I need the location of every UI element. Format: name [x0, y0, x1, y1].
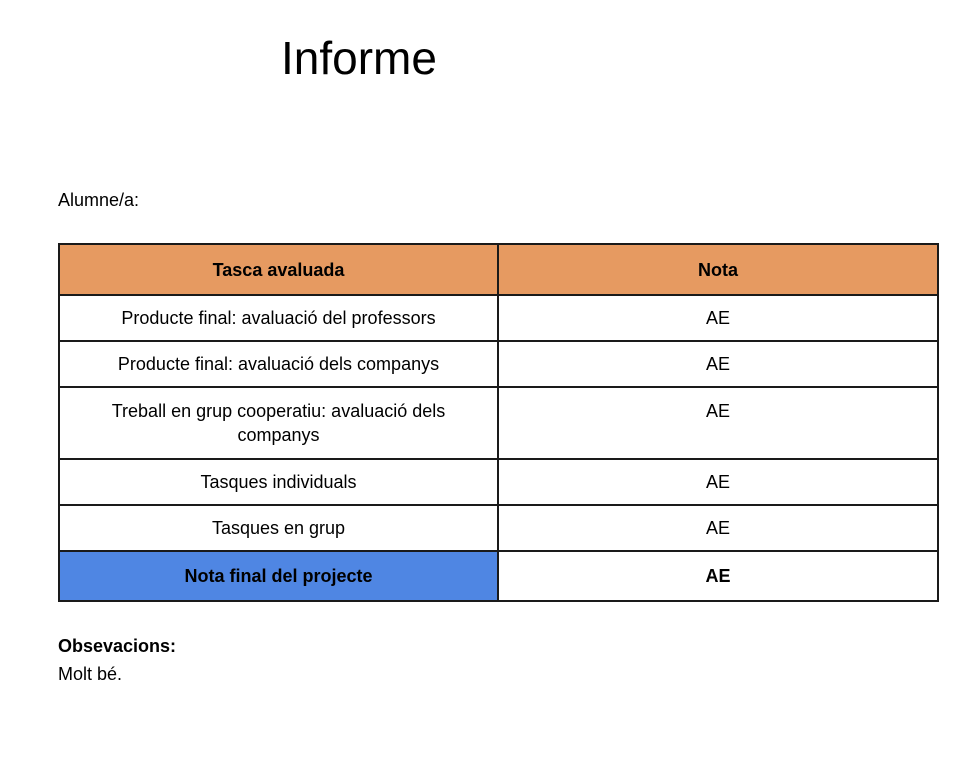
page-title: Informe	[281, 32, 437, 84]
header-task: Tasca avaluada	[59, 244, 498, 295]
final-grade-value: AE	[498, 551, 938, 601]
table-row	[59, 341, 938, 387]
observations-text: Molt bé.	[58, 664, 123, 684]
header-grade: Nota	[498, 244, 938, 295]
grade-cell: AE	[498, 341, 938, 387]
student-label: Alumne/a:	[58, 190, 140, 210]
task-cell: Treball en grup cooperatiu: avaluació dels companys	[59, 387, 498, 459]
table-row	[59, 505, 938, 551]
table-row	[59, 295, 938, 341]
task-cell: Producte final: avaluació dels companys	[59, 341, 498, 387]
grade-cell: AE	[498, 295, 938, 341]
table-row	[59, 459, 938, 505]
observations-label: Obsevacions:	[58, 636, 177, 656]
final-grade-label: Nota final del projecte	[59, 551, 498, 601]
task-cell: Tasques individuals	[59, 459, 498, 505]
grade-cell: AE	[498, 387, 938, 459]
table-header-row	[59, 244, 938, 295]
grade-cell: AE	[498, 505, 938, 551]
table-row	[59, 387, 938, 459]
grade-cell: AE	[498, 459, 938, 505]
task-cell: Producte final: avaluació del professors	[59, 295, 498, 341]
task-cell: Tasques en grup	[59, 505, 498, 551]
final-grade-row	[59, 551, 938, 601]
grades-table	[58, 243, 939, 602]
